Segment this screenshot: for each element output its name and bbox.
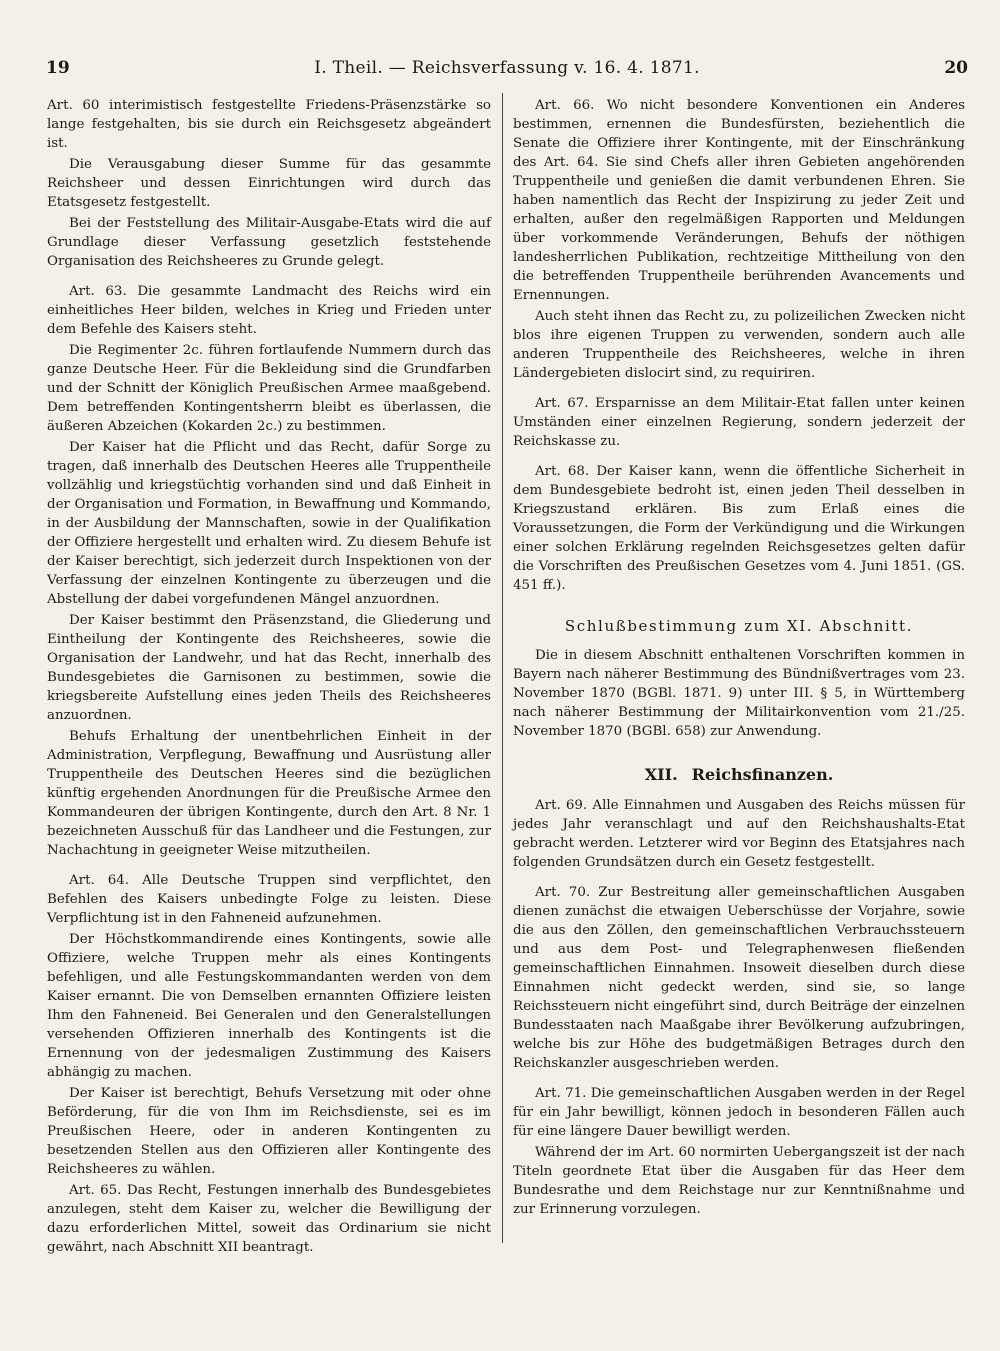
article-text: Zur Bestreitung aller gemeinschaftlichen Ausgaben dienen zunächst die etwaigen Ueberschüsse der Vorjahre, sowie die aus den Zöllen, den gemeinschaftlichen Verbrauchssteuern und aus dem Post- und Telegraphenwesen fließenden gemeinschaftlichen Einnahmen. Insoweit dieselben durch diese Einnahmen nicht gedeckt werden, sind sie, so lange Reichssteuern nicht eingeführt sind, durch Beiträge der einzelnen Bundesstaaten nach Maaßgabe ihrer Bevölkerung aufzubringen, welche bis zur Höhe des budgetmäßigen Betrages durch den Reichskanzler ausgeschrieben werden. bbox=[513, 885, 965, 1071]
running-title: I. Theil. — Reichsverfassung v. 16. 4. 1871. bbox=[314, 58, 700, 78]
article-label: Art. 67. bbox=[535, 396, 589, 411]
paragraph: Der Höchstkommandirende eines Kontingents, sowie alle Offiziere, welche Truppen mehr als eines Kontingents befehligen, und alle Festungskommandanten werden von dem Kaiser ernannt. Die von Demselben ernannten Offiziere leisten Ihm den Fahneneid. Bei Generalen und den Generalstellungen versehenden Offizieren innerhalb des Kontingents ist die Ernennung von der jedesmaligen Zustimmung des Kaisers abhängig zu machen. bbox=[47, 932, 491, 1080]
paragraph: Der Kaiser bestimmt den Präsenzstand, die Gliederung und Eintheilung der Kontingente des Reichsheeres, sowie die Organisation der Landwehr, und hat das Recht, innerhalb des Bundesgebietes die Garnisonen zu bestimmen, sowie die kriegsbereite Aufstellung eines jeden Theils des Reichsheeres anzuordnen. bbox=[47, 613, 491, 723]
section-number: XII. bbox=[644, 765, 678, 784]
article-label: Art. 70. bbox=[535, 885, 591, 900]
article-text: Die gemeinschaftlichen Ausgaben werden in der Regel für ein Jahr bewilligt, können jedoch in besonderen Fällen auch für eine längere Dauer bewilligt werden. bbox=[513, 1086, 965, 1139]
column-divider bbox=[502, 93, 503, 1243]
page-number-left: 19 bbox=[46, 58, 70, 78]
section-title: Reichsfinanzen. bbox=[691, 765, 834, 784]
article-69 bbox=[513, 796, 965, 872]
article-label: Art. 71. bbox=[535, 1086, 587, 1101]
article-text: Der Kaiser kann, wenn die öffentliche Sicherheit in dem Bundesgebiete bedroht ist, einen jeden Theil desselben in Kriegszustand erklären. Bis zum Erlaß eines die Voraussetzungen, die Form der Verkündigung und die Wirkungen einer solchen Erklärung regelnden Reichsgesetzes gelten dafür die Vorschriften des Preußischen Gesetzes vom 4. Juni 1851. (GS. 451 ff.). bbox=[513, 464, 966, 593]
paragraph: Die in diesem Abschnitt enthaltenen Vorschriften kommen in Bayern nach näherer Bestimmung des Bündnißvertrages vom 23. November 1870 (BGBl. 1871. 9) unter III. § 5, in Württemberg nach näherer Bestimmung der Militairkonvention vom 21./25. November 1870 (BGBl. 658) zur Anwendung. bbox=[513, 648, 965, 739]
paragraph: Auch steht ihnen das Recht zu, zu polizeilichen Zwecken nicht blos ihre eigenen Truppen zu verwenden, sondern auch alle anderen Truppentheile des Reichsheeres, welche in ihren Ländergebieten dislocirt sind, zu requiriren. bbox=[513, 309, 965, 381]
article-71 bbox=[513, 1084, 965, 1141]
article-text: Alle Deutsche Truppen sind verpflichtet, den Befehlen des Kaisers unbedingte Folge zu leisten. Diese Verpflichtung ist in den Fahneneid aufzunehmen. bbox=[47, 873, 491, 926]
article-67 bbox=[513, 394, 965, 451]
article-text: Ersparnisse an dem Militair-Etat fallen unter keinen Umständen einer einzelnen Regierung, sondern jederzeit der Reichskasse zu. bbox=[513, 396, 965, 449]
article-text: Die gesammte Landmacht des Reichs wird ein einheitliches Heer bilden, welches in Krieg und Frieden unter dem Befehle des Kaisers steht. bbox=[47, 284, 492, 337]
left-column bbox=[47, 96, 491, 1259]
article-64 bbox=[47, 871, 491, 928]
page-header bbox=[46, 58, 968, 86]
paragraph: Die Regimenter 2c. führen fortlaufende Nummern durch das ganze Deutsche Heer. Für die Bekleidung sind die Grundfarben und der Schnitt der Königlich Preußischen Armee maaßgebend. Dem betreffenden Kontingentsherrn bleibt es überlassen, die äußeren Abzeichen (Kokarden 2c.) zu bestimmen. bbox=[47, 343, 491, 434]
section-heading-schlussbestimmung: Schlußbestimmung zum XI. Abschnitt. bbox=[564, 617, 914, 635]
article-label: Art. 63. bbox=[69, 284, 127, 299]
article-70 bbox=[513, 883, 965, 1073]
paragraph: Behufs Erhaltung der unentbehrlichen Einheit in der Administration, Verpflegung, Bewaffnung und Ausrüstung aller Truppentheile des Deutschen Heeres sind die bezüglichen künftig ergehenden Anordnungen für die Preußische Armee den Kommandeuren der übrigen Kontingente, durch den Art. 8 Nr. 1 bezeichneten Ausschuß für das Landheer und die Festungen, zur Nachachtung in geeigneter Weise mitzutheilen. bbox=[47, 729, 491, 858]
article-65 bbox=[47, 1181, 491, 1257]
paragraph: Art. 60 interimistisch festgestellte Friedens-Präsenzstärke so lange festgehalten, bis sie durch ein Reichsgesetz abgeändert ist. bbox=[47, 98, 491, 151]
article-label: Art. 65. bbox=[69, 1183, 122, 1198]
paragraph: Während der im Art. 60 normirten Uebergangszeit ist der nach Titeln geordnete Etat über die Ausgaben für das Heer dem Bundesrathe und dem Reichstage nur zur Kenntnißnahme und zur Erinnerung vorzulegen. bbox=[513, 1145, 965, 1217]
page-number-right: 20 bbox=[944, 58, 968, 78]
right-column bbox=[513, 96, 965, 1221]
article-text: Wo nicht besondere Konventionen ein Anderes bestimmen, ernennen die Bundesfürsten, beziehentlich die Senate die Offiziere ihrer Kontingente, mit der Einschränkung des Art. 64. Sie sind Chefs aller ihren Gebieten angehörenden Truppentheile und genießen die damit verbundenen Ehren. Sie haben namentlich das Recht der Inspizirung zu jeder Zeit und erhalten, außer den regelmäßigen Rapporten und Meldungen über vorkommende Veränderungen, Behufs der nöthigen landesherrlichen Publikation, rechtzeitige Mittheilung von den die betreffenden Truppentheile berührenden Avancements und Ernennungen. bbox=[513, 98, 965, 303]
paragraph: Die Verausgabung dieser Summe für das gesammte Reichsheer und dessen Einrichtungen wird durch das Etatsgesetz festgestellt. bbox=[47, 157, 491, 210]
article-label: Art. 64. bbox=[69, 873, 130, 888]
article-label: Art. 68. bbox=[535, 464, 590, 479]
article-label: Art. 66. bbox=[535, 98, 595, 113]
article-66 bbox=[513, 96, 965, 305]
article-68 bbox=[513, 462, 965, 595]
paragraph: Der Kaiser hat die Pflicht und das Recht, dafür Sorge zu tragen, daß innerhalb des Deutschen Heeres alle Truppentheile vollzählig und kriegstüchtig vorhanden sind und daß Einheit in der Organisation und Formation, in Bewaffnung und Kommando, in der Ausbildung der Mannschaften, sowie in der Qualifikation der Offiziere hergestellt und erhalten wird. Zu diesem Behufe ist der Kaiser berechtigt, sich jederzeit durch Inspektionen von der Verfassung der einzelnen Kontingente zu überzeugen und die Abstellung der dabei vorgefundenen Mängel anzuordnen. bbox=[47, 440, 491, 607]
paragraph: Der Kaiser ist berechtigt, Behufs Versetzung mit oder ohne Beförderung, für die von Ihm im Reichsdienste, sei es im Preußischen Heere, oder in anderen Kontingenten zu besetzenden Stellen aus den Offizieren aller Kontingente des Reichsheeres zu wählen. bbox=[47, 1086, 491, 1177]
article-text: Das Recht, Festungen innerhalb des Bundesgebietes anzulegen, steht dem Kaiser zu, welcher die Bewilligung der dazu erforderlichen Mittel, soweit das Ordinarium sie nicht gewährt, nach Abschnitt XII beantragt. bbox=[47, 1183, 491, 1255]
paragraph: Bei der Feststellung des Militair-Ausgabe-Etats wird die auf Grundlage dieser Verfassung gesetzlich feststehende Organisation des Reichsheeres zu Grunde gelegt. bbox=[47, 216, 491, 269]
article-63 bbox=[47, 282, 491, 339]
article-text: Alle Einnahmen und Ausgaben des Reichs müssen für jedes Jahr veranschlagt und auf den Reichshaushalts-Etat gebracht werden. Letzterer wird vor Beginn des Etatsjahres nach folgenden Grundsätzen durch ein Gesetz festgestellt. bbox=[513, 798, 965, 870]
article-label: Art. 69. bbox=[535, 798, 588, 813]
section-heading-reichsfinanzen bbox=[513, 765, 965, 784]
